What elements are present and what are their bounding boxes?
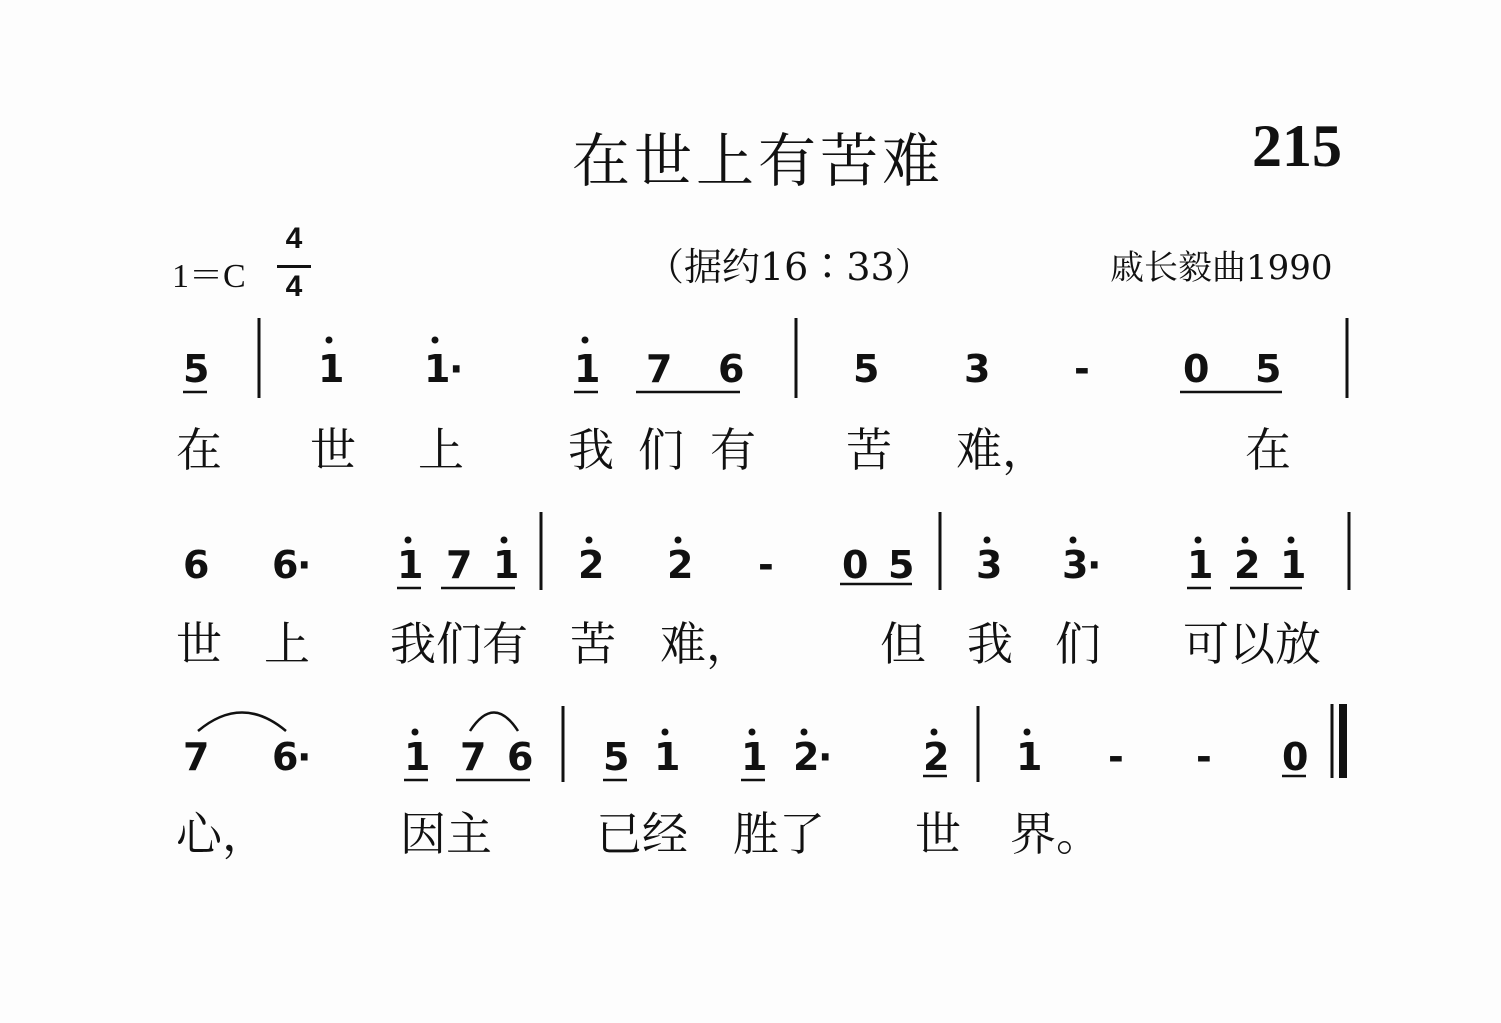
note: 6: [183, 543, 210, 587]
note: 1: [1016, 735, 1043, 779]
note: 2: [1234, 543, 1261, 587]
octave-dot: [1024, 729, 1031, 736]
note: 1: [424, 347, 451, 391]
note: 1: [654, 735, 681, 779]
slur: [470, 713, 518, 732]
note: 5: [888, 543, 915, 587]
hymn-title: 在世上有苦难: [572, 127, 945, 195]
note: 3: [976, 543, 1003, 587]
note: 6: [507, 735, 534, 779]
lyric: 苦: [846, 423, 892, 477]
lyric: 我: [967, 617, 1013, 671]
octave-dot: [749, 729, 756, 736]
note: 1: [397, 543, 424, 587]
lyric: 在: [1245, 423, 1291, 477]
note: 6: [272, 735, 299, 779]
octave-dot: [582, 337, 589, 344]
octave-dot: [984, 537, 991, 544]
note: 5: [183, 347, 210, 391]
note: 0: [842, 543, 869, 587]
lyric: 有: [710, 423, 756, 477]
dot: ·: [1087, 543, 1102, 587]
note: 7: [646, 347, 673, 391]
octave-dot: [501, 537, 508, 544]
system-2: [176, 512, 1349, 671]
scripture-reference: （据约16∶33）: [646, 245, 933, 289]
dot: ·: [297, 543, 312, 587]
time-signature-bottom: 4: [285, 270, 303, 303]
lyric: 但: [880, 617, 926, 671]
lyric: 在: [176, 423, 222, 477]
octave-dot: [326, 337, 333, 344]
lyric: 我们有: [390, 617, 528, 671]
lyric: 世: [176, 617, 222, 671]
octave-dot: [432, 337, 439, 344]
system-1: [176, 318, 1347, 477]
note: 5: [603, 735, 630, 779]
note: 1: [404, 735, 431, 779]
lyric: 可以放: [1183, 617, 1321, 671]
note: 1: [1187, 543, 1214, 587]
lyric: 们: [638, 423, 684, 477]
note: 3: [1062, 543, 1089, 587]
composer-credit: 戚长毅曲1990: [1110, 248, 1333, 288]
octave-dot: [1195, 537, 1202, 544]
note: 2: [667, 543, 694, 587]
lyric: 们: [1055, 617, 1101, 671]
note: 1: [493, 543, 520, 587]
octave-dot: [931, 729, 938, 736]
dash: -: [1074, 347, 1090, 391]
lyric: 界。: [1010, 807, 1102, 861]
lyric: 心，: [176, 807, 268, 861]
octave-dot: [801, 729, 808, 736]
dot: ·: [449, 347, 464, 391]
octave-dot: [412, 729, 419, 736]
octave-dot: [662, 729, 669, 736]
octave-dot: [586, 537, 593, 544]
final-barline-thick: [1339, 704, 1347, 778]
note: 1: [318, 347, 345, 391]
time-signature-top: 4: [285, 222, 303, 255]
system-3: [176, 704, 1347, 861]
octave-dot: [675, 537, 682, 544]
note: 6: [718, 347, 745, 391]
note: 2: [578, 543, 605, 587]
lyric: 上: [418, 423, 464, 477]
note: 1: [1280, 543, 1307, 587]
note: 1: [741, 735, 768, 779]
lyric: 世: [915, 807, 961, 861]
octave-dot: [1242, 537, 1249, 544]
note: 6: [272, 543, 299, 587]
note: 3: [964, 347, 991, 391]
dash: -: [1108, 735, 1124, 779]
lyric: 难，: [660, 617, 752, 671]
note: 7: [460, 735, 487, 779]
octave-dot: [1070, 537, 1077, 544]
note: 0: [1282, 735, 1309, 779]
dot: ·: [297, 735, 312, 779]
dot: ·: [818, 735, 833, 779]
octave-dot: [1288, 537, 1295, 544]
slur: [198, 713, 286, 732]
dash: -: [1196, 735, 1212, 779]
lyric: 世: [310, 423, 356, 477]
note: 0: [1183, 347, 1210, 391]
note: 2: [923, 735, 950, 779]
hymn-number: 215: [1252, 113, 1342, 179]
lyric: 上: [264, 617, 310, 671]
lyric: 因主: [400, 807, 492, 861]
note: 7: [183, 735, 210, 779]
key-signature: 1＝C: [172, 258, 246, 295]
octave-dot: [405, 537, 412, 544]
lyric: 我: [568, 423, 614, 477]
dash: -: [758, 543, 774, 587]
note: 2: [793, 735, 820, 779]
note: 5: [853, 347, 880, 391]
note: 1: [574, 347, 601, 391]
lyric: 胜了: [733, 807, 825, 861]
lyric: 苦: [570, 617, 616, 671]
note: 5: [1255, 347, 1282, 391]
lyric: 已经: [596, 807, 688, 861]
note: 7: [446, 543, 473, 587]
lyric: 难，: [956, 423, 1048, 477]
